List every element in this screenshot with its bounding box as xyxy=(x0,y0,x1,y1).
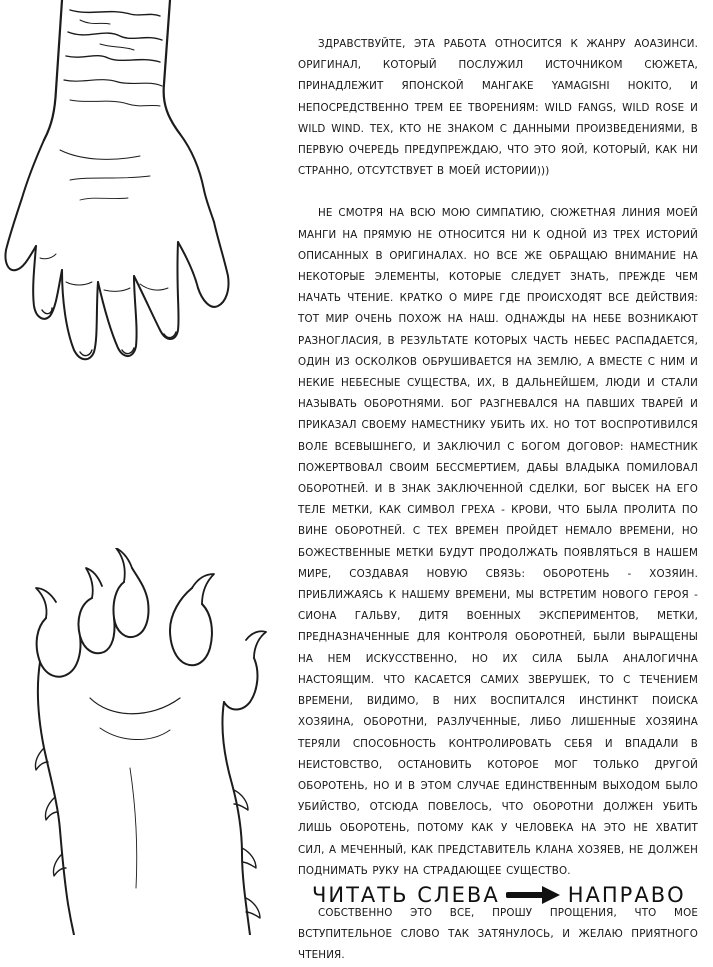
read-direction xyxy=(312,875,697,915)
wolf-paw-icon xyxy=(20,548,282,935)
arrow-right-icon xyxy=(506,884,562,906)
intro-paragraph: ЗДРАВСТВУЙТЕ, ЭТА РАБОТА ОТНОСИТСЯ К ЖАНРУ АОАЗИНСИ. ОРИГИНАЛ, КОТОРЫЙ ПОСЛУЖИЛ ИСТОЧНИКОМ СЮЖЕТА, ПРИНАДЛЕЖИТ ЯПОНСКОЙ МАНГАКЕ YAMAGISHI HOKITO, И НЕПОСРЕДСТВЕННО ТРЕМ ЕЕ ТВОРЕНИЯМ: WILD FANGS, WILD ROSE И WILD WIND. ТЕХ, КТО НЕ ЗНАКОМ С ДАННЫМИ ПРОИЗВЕДЕНИЯМИ, В ПЕРВУЮ ОЧЕРЕДЬ ПРЕДУПРЕЖДАЮ, ЧТО ЭТО ЯОЙ, КОТОРЫЙ, КАК НИ СТРАННО, ОТСУТСТВУЕТ В МОЕЙ ИСТОРИИ))) xyxy=(298,38,698,178)
read-direction-right-word: НАПРАВО xyxy=(567,883,686,907)
story-paragraph: НЕ СМОТРЯ НА ВСЮ МОЮ СИМПАТИЮ, СЮЖЕТНАЯ ЛИНИЯ МОЕЙ МАНГИ НА ПРЯМУЮ НЕ ОТНОСИТСЯ НИ К ОДНОЙ ИЗ ТРЕХ ИСТОРИЙ ОПИСАННЫХ В ОРИГИНАЛАХ. НО ВСЕ ЖЕ ОБРАЩАЮ ВНИМАНИЕ НА НЕКОТОРЫЕ ЭЛЕМЕНТЫ, КОТОРЫЕ СЛЕДУЕТ ЗНАТЬ, ПРЕЖДЕ ЧЕМ НАЧАТЬ ЧТЕНИЕ. КРАТКО О МИРЕ ГДЕ ПРОИСХОДЯТ ВСЕ ДЕЙСТВИЯ: ТОТ МИР ОЧЕНЬ ПОХОЖ НА НАШ. ОДНАЖДЫ НА НЕБЕ ВОЗНИКАЮТ РАЗНОГЛАСИЯ, В РЕЗУЛЬТАТЕ КОТОРЫХ ЧАСТЬ НЕБЕС РАСПАДАЕТСЯ, ОДИН ИЗ ОСКОЛКОВ ОБРУШИВАЕТСЯ НА ЗЕМЛЮ, А ВМЕСТЕ С НИМ И НЕКИЕ НЕБЕСНЫЕ СУЩЕСТВА, ИХ, В ДАЛЬНЕЙШЕМ, ЛЮДИ И СТАЛИ НАЗЫВАТЬ ОБОРОТНЯМИ. БОГ РАЗГНЕВАЛСЯ НА ПАВШИХ ТВАРЕЙ И ПРИКАЗАЛ СВОЕМУ НАМЕСТНИКУ УБИТЬ ИХ. НО ТОТ ВОСПРОТИВИЛСЯ ВОЛЕ ВСЕВЫШНЕГО, И ЗАКЛЮЧИЛ С БОГОМ ДОГОВОР: НАМЕСТНИК ПОЖЕРТВОВАЛ СВОИМ БЕССМЕРТИЕМ, ДАБЫ ВЛАДЫКА ПОМИЛОВАЛ ОБОРОТНЕЙ. И В ЗНАК ЗАКЛЮЧЕННОЙ СДЕЛКИ, БОГ ВЫСЕК НА ЕГО ТЕЛЕ МЕТКИ, КАК СИМВОЛ ГРЕХА - КРОВИ, ЧТО БЫЛА ПРОЛИТА ПО ВИНЕ ОБОРОТНЕЙ. С ТЕХ ВРЕМЕН ПРОЙДЕТ НЕМАЛО ВРЕМЕНИ, НО БОЖЕСТВЕННЫЕ МЕТКИ БУДУТ ПРОДОЛЖАТЬ ПОЯВЛЯТЬСЯ В НАШЕМ МИРЕ, СОЗДАВАЯ НОВУЮ СВЯЗЬ: ОБОРОТЕНЬ - ХОЗЯИН. ПРИБЛИЖАЯСЬ К НАШЕМУ ВРЕМЕНИ, МЫ ВСТРЕТИМ НОВОГО ГЕРОЯ - СИОНА ГАЛЬВУ, ДИТЯ ВОЕННЫХ ЭКСПЕРИМЕНТОВ, МЕТКИ, ПРЕДНАЗНАЧЕННЫЕ ДЛЯ КОНТРОЛЯ ОБОРОТНЕЙ, БЫЛИ ВЫРАЩЕНЫ НА НЕМ ИСКУССТВЕННО, НО ИХ СИЛА БЫЛА АНАЛОГИЧНА НАСТОЯЩИМ. ЧТО КАСАЕТСЯ САМИХ ЗВЕРУШЕК, ТО С ТЕЧЕНИЕМ ВРЕМЕНИ, ВИДИМО, В НИХ ВОСПИТАЛСЯ ИНСТИНКТ ПОИСКА ХОЗЯИНА, ОБОРОТНИ, РАЗЛУЧЕННЫЕ, ЛИБО ЛИШЕННЫЕ ХОЗЯИНА ТЕРЯЛИ СПОСОБНОСТЬ КОНТРОЛИРОВАТЬ СЕБЯ И ВПАДАЛИ В НЕИСТОВСТВО, ОСТАНОВИТЬ КОТОРОЕ МОГ ТОЛЬКО ДРУГОЙ ОБОРОТЕНЬ, НО И В ЭТОМ СЛУЧАЕ ЕДИНСТВЕННЫМ ВЫХОДОМ БЫЛО УБИЙСТВО, ОТСЮДА ПОВЕЛОСЬ, ЧТО ОБОРОТНИ ДОЛЖЕН УБИТЬ ЛИШЬ ОБОРОТЕНЬ, ПОТОМУ КАК У ЧЕЛОВЕКА НА ЭТО НЕ ХВАТИТ СИЛ, А МЕЧЕННЫЙ, КАК ПРЕДСТАВИТЕЛЬ КЛАНА ХОЗЯЕВ, НЕ ДОЛЖЕН ПОДНИМАТЬ РУКУ НА СТРАДАЮЩЕЕ СУЩЕСТВО. xyxy=(298,207,698,877)
closing-paragraph: СОБСТВЕННО ЭТО ВСЕ, ПРОШУ ПРОЩЕНИЯ, ЧТО МОЕ ВСТУПИТЕЛЬНОЕ СЛОВО ТАК ЗАТЯНУЛОСЬ, И ЖЕЛАЮ ПРИЯТНОГО ЧТЕНИЯ. xyxy=(298,906,698,962)
human-hand-icon xyxy=(0,0,245,390)
read-direction-left-word: ЧИТАТЬ СЛЕВА xyxy=(312,883,500,907)
intro-text-column xyxy=(298,34,698,967)
